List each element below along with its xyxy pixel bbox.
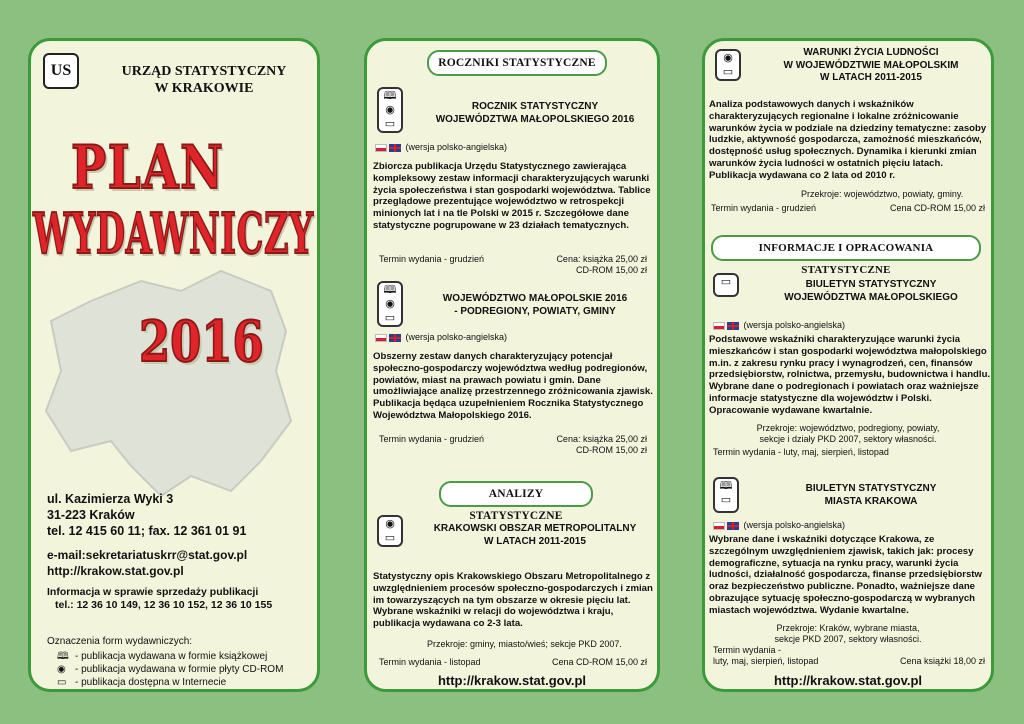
cd-icon: ◉: [57, 664, 66, 675]
book-cd-icon-2: 🕮 ◉ ▭: [377, 281, 403, 327]
information-panel: [702, 38, 994, 692]
email-link[interactable]: e-mail:sekretariatuskrr@stat.gov.pl: [47, 548, 248, 562]
pub3-title: BIULETYN STATYSTYCZNY MIASTA KRAKOWA: [805, 483, 937, 507]
internet-icon: ▭: [57, 677, 67, 688]
pub2-desc: Podstawowe wskaźniki charakteryzujące warunki życia mieszkańców i stan gospodarki województwa małopolskiego m.in. z zakresu rynku pracy i wynagrodzeń, cen, finansów przedsiębiorstw, rolnictwa, przemysłu, budownictwa i handlu. Wybrane dane o podregionach i powiatach oraz ważniejsze informacje statystyczne dla województw i Polski. Opracowanie wydawane kwartalnie.: [709, 334, 991, 416]
pub1-term: Termin wydania - grudzień: [379, 254, 485, 264]
pub1-desc: Analiza podstawowych danych i wskaźników charakteryzujących regionalne i lokalne zróżnicowanie warunków życia w podziale na dziedziny tematyczne: zasoby ludzkie, aktywność gospodarcza, zamożność mieszkańców, dostępność usług społecznych. Dynamika i kierunki zmian warunków życia ludności w ostatnich pięciu latach. Publikacja wydawana co 2 lata od 2010 r.: [709, 99, 987, 181]
pub3-przekroje: Przekroje: Kraków, wybrane miasta, sekcje PKD 2007, sektory własności.: [774, 623, 922, 644]
pub3-przekroje: Przekroje: gminy, miasto/wieś; sekcje PKD 2007.: [427, 639, 622, 649]
cd-icon: ◉ ▭: [377, 515, 403, 547]
pub3-term: Termin wydania - luty, maj, sierpień, listopad: [713, 645, 819, 666]
pub3-price: Cena książki 18,00 zł: [899, 656, 985, 666]
pub2-title: BIULETYN STATYSTYCZNY WOJEWÓDZTWA MAŁOPOLSKIEGO: [784, 279, 958, 303]
poland-flag-icon: [713, 322, 725, 330]
pub3-title: KRAKOWSKI OBSZAR METROPOLITALNY W LATACH 2011-2015: [433, 523, 637, 547]
pub2-lang: (wersja polsko-angielska): [713, 320, 845, 331]
title-plan: PLAN: [71, 133, 225, 203]
pub2-term: Termin wydania - luty, maj, sierpień, listopad: [713, 447, 889, 457]
book-icon: 🕮 ▭: [713, 477, 739, 513]
pub2-title: WOJEWÓDZTWO MAŁOPOLSKIE 2016 - PODREGIONY, POWIATY, GMINY: [442, 293, 628, 317]
title-wydawniczy: WYDAWNICZY: [33, 201, 314, 267]
sales-info: Informacja w sprawie sprzedaży publikacji tel.: 12 36 10 149, 12 36 10 152, 12 36 10 155: [47, 586, 273, 611]
pub1-przekroje: Przekroje: województwo, powiaty, gminy.: [801, 189, 964, 199]
yearbooks-panel: [364, 38, 660, 692]
pub1-lang: (wersja polsko-angielska): [375, 142, 507, 153]
book-cd-icon: 🕮 ◉ ▭: [377, 87, 403, 133]
org-name: URZĄD STATYSTYCZNY W KRAKOWIE: [121, 64, 287, 96]
pub1-desc: Zbiorcza publikacja Urzędu Statystycznego zawierająca kompleksowy zestaw informacji charakteryzujących warunki życia społeczeństwa i stan gospodarki województwa. Tablice przeglądowe prezentujące województwo w retrospekcji minionych lat i na tle Polski w 2015 r. Szczegółowe dane statystyczne pogrupowane w 23 działach tematycznych.: [373, 161, 651, 231]
legend: Oznaczenia form wydawniczych: 🕮 - publikacja wydawana w formie książkowej ◉ - publikacja wydawana w formie płyty CD-ROM ▭ - publikacja dostępna w Internecie: [47, 636, 284, 688]
pub1-price: Cena: książka 25,00 zł CD-ROM 15,00 zł: [556, 254, 647, 275]
section-analizy: ANALIZY STATYSTYCZNE: [439, 481, 593, 507]
pub1-price: Cena CD-ROM 15,00 zł: [889, 203, 985, 213]
pub1-title: ROCZNIK STATYSTYCZNY WOJEWÓDZTWA MAŁOPOLSKIEGO 2016: [435, 101, 635, 125]
pub3-desc: Wybrane dane i wskaźniki dotyczące Krakowa, ze szczególnym uwzględnieniem zjawisk, takich jak: procesy demograficzne, sytuacja na rynku pracy, warunki życia ludności, działalność gospodarcza, finanse przedsiębiorstw oraz bezpieczeństwo publiczne. Ponadto, ważniejsze dane obrazujące sytuację społeczno-gospodarczą w wybranych miastach województwa. Wydanie kwartalne.: [709, 534, 982, 616]
uk-flag-icon: [389, 334, 401, 342]
website-link[interactable]: http://krakow.stat.gov.pl: [47, 564, 184, 578]
section-informacje: INFORMACJE I OPRACOWANIA STATYSTYCZNE: [711, 235, 981, 261]
pub2-lang: (wersja polsko-angielska): [375, 332, 507, 343]
internet-icon: ▭: [713, 273, 739, 297]
book-icon: 🕮: [57, 651, 69, 662]
pub3-desc: Statystyczny opis Krakowskiego Obszaru Metropolitalnego z uwzględnieniem procesów społeczno-gospodarczych i zmian im towarzyszących na tym obszarze w okresie pięciu lat. Wybrane wskaźniki w relacji do województwa i kraju, publikacja wydawana co 2-3 lata.: [373, 571, 653, 630]
malopolska-map-shape: [31, 261, 320, 511]
poland-flag-icon: [375, 144, 387, 152]
pub2-price: Cena: książka 25,00 zł CD-ROM 15,00 zł: [556, 434, 647, 455]
cd-icon: ◉ ▭: [715, 49, 741, 81]
pub2-term: Termin wydania - grudzień: [379, 434, 485, 444]
contact: [47, 547, 247, 579]
pub3-term: Termin wydania - listopad: [379, 657, 481, 667]
poland-flag-icon: [713, 522, 725, 530]
website-link[interactable]: http://krakow.stat.gov.pl: [773, 673, 923, 688]
title-year: 2016: [139, 309, 264, 375]
pub3-price: Cena CD-ROM 15,00 zł: [551, 657, 647, 667]
uk-flag-icon: [727, 522, 739, 530]
pub3-lang: (wersja polsko-angielska): [713, 520, 845, 531]
poland-flag-icon: [375, 334, 387, 342]
uk-flag-icon: [389, 144, 401, 152]
pub2-przekroje: Przekroje: województwo, podregiony, powiaty, sekcje i działy PKD 2007, sektory własności.: [756, 423, 940, 444]
uk-flag-icon: [727, 322, 739, 330]
website-link[interactable]: http://krakow.stat.gov.pl: [437, 673, 587, 688]
pub1-title: WARUNKI ŻYCIA LUDNOŚCI W WOJEWÓDZTWIE MAŁOPOLSKIM W LATACH 2011-2015: [783, 47, 959, 83]
cover-panel: [28, 38, 320, 692]
address: ul. Kazimierza Wyki 3 31-223 Kraków tel. 12 415 60 11; fax. 12 361 01 91: [47, 492, 247, 538]
us-logo: US: [43, 53, 79, 89]
pub1-term: Termin wydania - grudzień: [711, 203, 817, 213]
pub2-desc: Obszerny zestaw danych charakteryzujący potencjał społeczno-gospodarczy województwa według podregionów, powiatów, miast na prawach powiatu i gmin. Dane umożliwiające analizę przestrzennego zróżnicowania zjawisk. Publikacja będąca uzupełnieniem Rocznika Statystycznego Województwa Małopolskiego 2016.: [373, 351, 653, 421]
section-roczniki: ROCZNIKI STATYSTYCZNE: [427, 50, 607, 76]
